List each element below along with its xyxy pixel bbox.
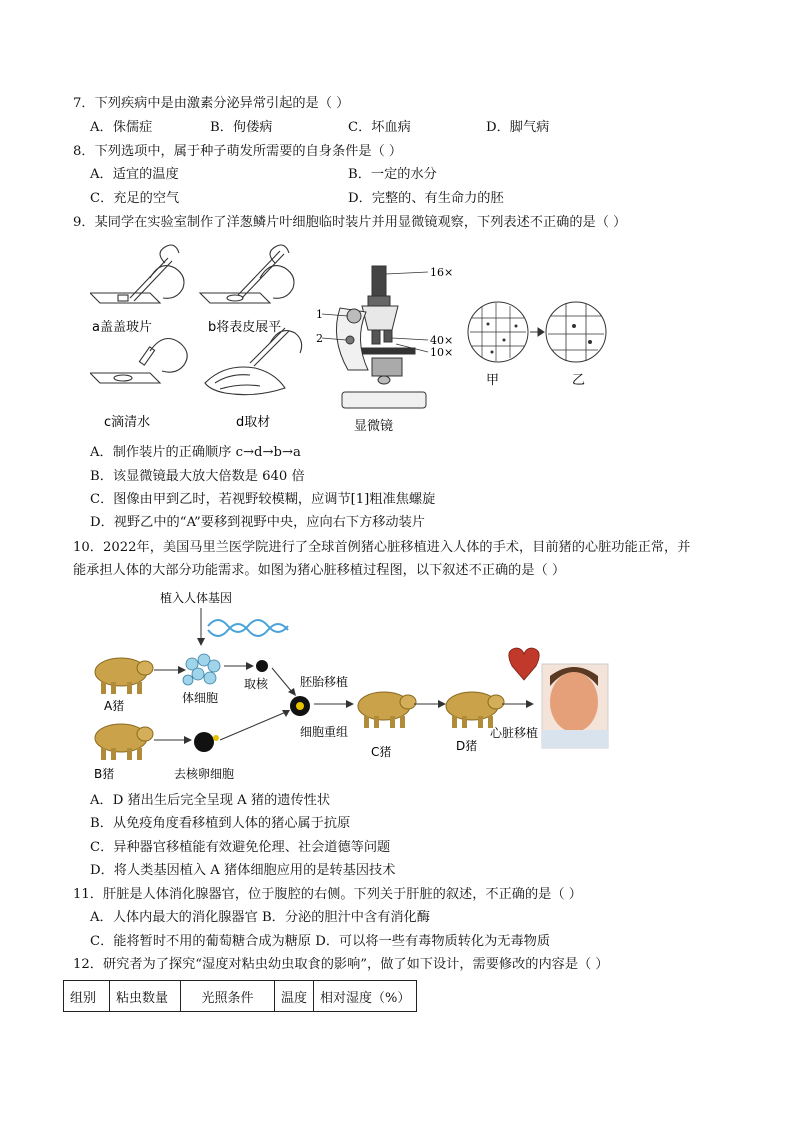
q7-option-b: B．佝偻病 (210, 120, 273, 135)
objective-40-mag: 40× (430, 334, 454, 347)
eyepiece-mag: 16× (430, 266, 454, 279)
q9-stem: 9．某同学在实验室制作了洋葱鳞片叶细胞临时装片并用显微镜观察，下列表述不正确的是（ ） (73, 215, 627, 230)
step-a-label: a盖盖玻片 (92, 320, 152, 335)
q9-option-d: D．视野乙中的“A”要移到视野中央，应向右下方移动装片 (90, 515, 425, 530)
patient-face-icon (550, 672, 598, 732)
q10-option-d: D．将人类基因植入 A 猪体细胞应用的是转基因技术 (90, 863, 396, 878)
slide-steps-figure (90, 243, 310, 433)
part-2-label: 2 (316, 332, 323, 345)
gene-label: 植入人体基因 (160, 591, 233, 605)
b-pig-label: B猪 (94, 767, 115, 781)
pig-transplant-figure (88, 586, 618, 784)
q7-option-c: C．坏血病 (348, 120, 411, 135)
q12-stem: 12．研究者为了探究“湿度对粘虫幼虫取食的影响”，做了如下设计，需要修改的内容是（ ） (73, 957, 609, 972)
nucleus-label: 取核 (244, 677, 269, 691)
header-temperature: 温度 (275, 981, 314, 1012)
q8-stem: 8．下列选项中，属于种子萌发所需要的自身条件是（ ） (73, 144, 403, 159)
heart-icon (509, 648, 539, 680)
step-c-label: c滴清水 (104, 415, 151, 430)
q10-option-c: C．异种器官移植能有效避免伦理、社会道德等问题 (90, 840, 391, 855)
body-cell-label: 体细胞 (182, 691, 219, 705)
header-group: 组别 (64, 981, 110, 1012)
part-1-label: 1 (316, 308, 323, 321)
objective-10-mag: 10× (430, 346, 454, 359)
table-header-row (64, 981, 417, 1012)
heart-transplant-label: 心脏移植 (490, 726, 539, 740)
recombination-label: 细胞重组 (300, 725, 349, 739)
q7-option-d: D．脚气病 (486, 120, 550, 135)
q10-option-b: B．从免疫角度看移植到人体的猪心属于抗原 (90, 816, 351, 831)
q12-design-table (63, 980, 417, 1012)
q10-stem-line2: 能承担人体的大部分功能需求。如图为猪心脏移植过程图，以下叙述不正确的是（ ） (73, 563, 566, 578)
field-of-view-figure (462, 296, 612, 396)
q7-stem: 7．下列疾病中是由激素分泌异常引起的是（ ） (73, 96, 350, 111)
a-pig-label: A猪 (104, 699, 125, 713)
q9-option-b: B．该显微镜最大放大倍数是 640 倍 (90, 469, 305, 484)
q8-option-b: B．一定的水分 (348, 167, 437, 182)
microscope-figure (312, 258, 462, 436)
header-count: 粘虫数量 (110, 981, 181, 1012)
field-jia-label: 甲 (486, 373, 500, 388)
q11-options-ab: A．人体内最大的消化腺器官 B．分泌的胆汁中含有消化酶 (90, 910, 430, 925)
q11-options-cd: C．能将暂时不用的葡萄糖合成为糖原 D．可以将一些有毒物质转化为无毒物质 (90, 934, 551, 949)
q10-stem-line1: 10．2022年，美国马里兰医学院进行了全球首例猪心脏移植进入人体的手术，目前猪的心脏功能正常，并 (73, 540, 691, 555)
q9-option-c: C．图像由甲到乙时，若视野较模糊，应调节[1]粗准焦螺旋 (90, 492, 436, 507)
microscope-label: 显微镜 (354, 419, 394, 434)
q8-option-c: C．充足的空气 (90, 191, 180, 206)
q11-stem: 11．肝脏是人体消化腺器官，位于腹腔的右侧。下列关于肝脏的叙述，不正确的是（ ） (73, 887, 582, 902)
step-d-label: d取材 (236, 415, 271, 430)
header-light: 光照条件 (181, 981, 275, 1012)
q10-option-a: A．D 猪出生后完全呈现 A 猪的遗传性状 (90, 793, 331, 808)
embryo-transfer-label: 胚胎移植 (300, 675, 349, 689)
c-pig-label: C猪 (371, 745, 392, 759)
header-humidity: 相对湿度（%） (314, 981, 417, 1012)
step-b-label: b将表皮展平 (208, 320, 282, 335)
q9-option-a: A．制作装片的正确顺序 c→d→b→a (90, 445, 301, 460)
q8-option-d: D．完整的、有生命力的胚 (348, 191, 504, 206)
egg-label: 去核卵细胞 (174, 767, 235, 781)
d-pig-label: D猪 (456, 739, 478, 753)
field-yi-label: 乙 (572, 373, 586, 388)
q7-option-a: A．侏儒症 (90, 120, 153, 135)
q8-option-a: A．适宜的温度 (90, 167, 179, 182)
